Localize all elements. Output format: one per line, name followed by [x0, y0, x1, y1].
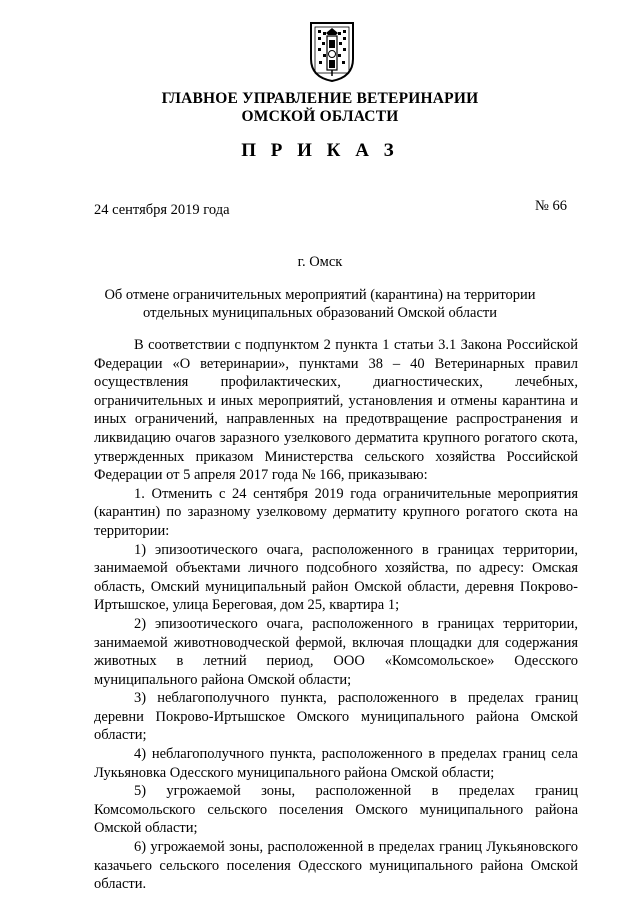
body-paragraph-preamble: В соответствии с подпунктом 2 пункта 1 статьи 3.1 Закона Российской Федерации «О ветеринарии», пунктами 38 – 40 Ветеринарных правил осуществления профилактических, диагностических, лечебных, ограничительных и иных мероприятий, установления и отмены карантина и иных ограничений, направленных на предотвращение распространения и ликвидацию очагов заразного узелкового дерматита крупного рогатого скота, утвержденных приказом Министерства сельского хозяйства Российской Федерации от 5 апреля 2017 года № 166, приказываю: [94, 337, 578, 484]
organization-name-line1: ГЛАВНОЕ УПРАВЛЕНИЕ ВЕТЕРИНАРИИ [161, 90, 479, 107]
body-paragraph-subitem-4: 4) неблагополучного пункта, расположенного в пределах границ села Лукьяновка Одесского муниципального района Омской области; [94, 746, 578, 781]
body-paragraph-subitem-3: 3) неблагополучного пункта, расположенного в пределах границ деревни Покрово-Иртышское Омского муниципального района Омской области; [94, 690, 578, 744]
coat-of-arms-emblem [309, 21, 355, 83]
subject-line2: отдельных муниципальных образований Омской области [143, 305, 497, 321]
document-number: № 66 [535, 198, 567, 214]
body-paragraph-subitem-1: 1) эпизоотического очага, расположенного в границах территории, занимаемой объектами личного подсобного хозяйства, по адресу: Омская область, Омский муниципальный район Омской области, деревня Покрово-Иртышское, улица Береговая, дом 25, квартира 1; [94, 541, 578, 614]
document-title: П Р И К А З [241, 140, 399, 161]
body-paragraph-subitem-6: 6) угрожаемой зоны, расположенной в пределах границ Лукьяновского казачьего сельского поселения Одесского муниципального района Омской области. [94, 839, 578, 893]
document-body [94, 336, 578, 894]
body-paragraph-subitem-2: 2) эпизоотического очага, расположенного в границах территории, занимаемой животноводческой фермой, включая площадки для содержания животных в летний период, ООО «Комсомольское» Одесского муниципального района Омской области; [94, 615, 578, 688]
document-subject [0, 286, 640, 322]
document-date: 24 сентября 2019 года [94, 202, 230, 218]
body-paragraph-item-1: 1. Отменить с 24 сентября 2019 года ограничительные мероприятия (карантин) по заразному узелковому дерматиту крупного рогатого скота на территории: [94, 485, 578, 539]
subject-line1: Об отмене ограничительных мероприятий (карантина) на территории [104, 287, 536, 303]
organization-name-line2: ОМСКОЙ ОБЛАСТИ [241, 108, 399, 125]
document-city: г. Омск [297, 254, 343, 270]
body-paragraph-subitem-5: 5) угрожаемой зоны, расположенной в пределах границ Комсомольского сельского поселения Омского муниципального района Омской области; [94, 783, 578, 837]
